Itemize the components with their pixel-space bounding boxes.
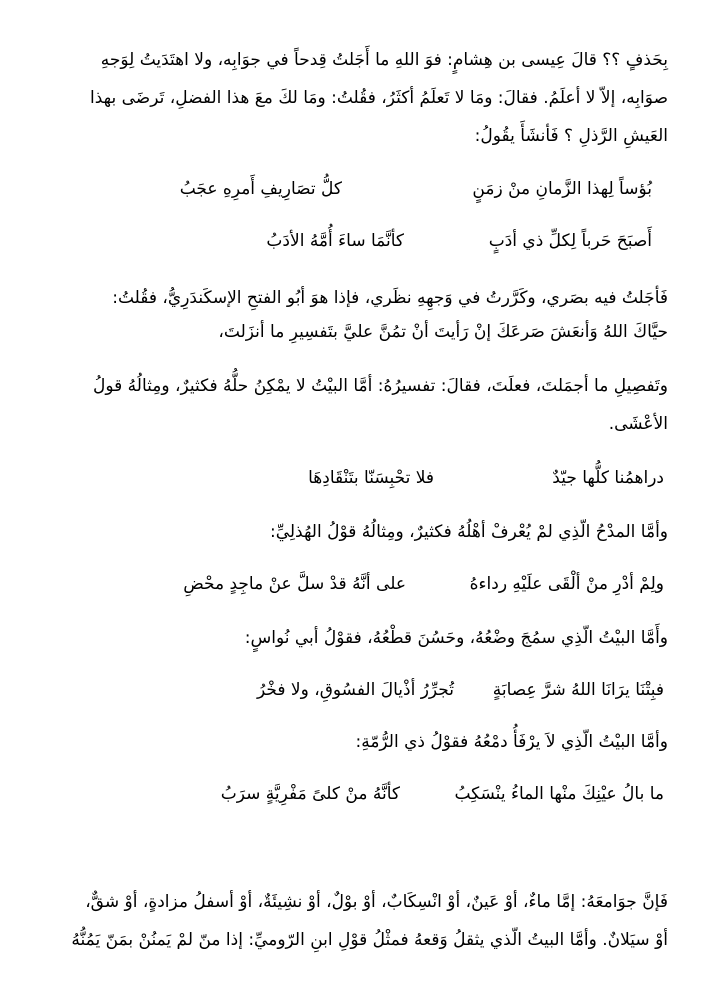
paragraph-7-line-2: أوْ سيَلانٌ. وأمَّا البيتُ الّذي يثقلُ وَقعهُ فمثْلُ قوْلِ ابنِ الرّوميِّ: إذا منّ لمْ يَمنُنْ بمَنّ يَمُنُّهُ bbox=[71, 930, 668, 950]
verse-3-hemistich-1: دراهمُنا كلُّها جيّدٌ bbox=[552, 468, 664, 488]
paragraph-2-line-2: حيَّاكَ اللهُ وَأنعَشَ صَرعَكَ إنْ رَأيتَ أنْ تمُنَّ عليَّ بتَفسِيرِ ما أنزَلتَ، bbox=[218, 322, 668, 342]
paragraph-1-line-1: بِحَذفٍ ؟؟ قالَ عِيسى بن هِشامٍ: فوَ اللهِ ما أَجَلتُ قِدحاً في جوَابِه، ولا اهتَدَيتُ لِوَجهِ bbox=[100, 50, 668, 70]
verse-6-hemistich-2: كأنَّهُ منْ كلىً مَفْرِيَّةٍ سرَبُ bbox=[220, 784, 400, 804]
verse-6 bbox=[60, 780, 668, 808]
verse-2-hemistich-2: كأنَّمَا ساءَ أُمَّهُ الأدَبُ bbox=[266, 231, 404, 251]
verse-3-hemistich-2: فلا تحْبِسَنّا بتَنْقَادِهَا bbox=[308, 468, 434, 488]
verse-4-hemistich-1: ولِمْ أدْرِ منْ ألْقَى علَيْهِ رداءهُ bbox=[469, 574, 664, 594]
verse-2-hemistich-1: أَصبَحَ حَرباً لِكلِّ ذي أدَبٍ bbox=[488, 231, 652, 251]
verse-4-hemistich-2: على أنَّهُ قدْ سلَّ عنْ ماجِدٍ محْضِ bbox=[183, 574, 406, 594]
verse-2 bbox=[60, 227, 668, 255]
paragraph-7-line-1: فَإنَّ جوَامعَهُ: إمَّا ماءٌ، أوْ عَينٌ، أوْ انْسِكَابٌ، أوْ بوْلٌ، أوْ نشِيئَةٌ، أوْ أسفلُ مزادةٍ، أوْ شقٌّ، bbox=[85, 892, 668, 912]
paragraph-3-line-2: الأعْشَى. bbox=[608, 414, 668, 434]
verse-3 bbox=[60, 464, 668, 492]
verse-1-hemistich-1: بُؤساً لِهذا الزَّمانِ منْ زمَنٍ bbox=[472, 179, 652, 199]
paragraph-2-line-1: فَأجَلتُ فيه بصَري، وكَرَّرتُ في وَجهِهِ نظَري، فإذا هوَ أبُو الفتحِ الإسكَندَرِيُّ، فقُلتُ: bbox=[112, 288, 668, 308]
verse-5-hemistich-1: فبِتْنَا يرَانَا اللهُ شرَّ عِصابَةٍ bbox=[492, 680, 664, 700]
paragraph-5: وأَمَّا البيْتُ الّذِي سمُجَ وضْعُهُ، وحَسُنَ قطْعُهُ، فقوْلُ أبي نُواسٍ: bbox=[244, 628, 668, 648]
verse-6-hemistich-1: ما بالُ عيْنِكَ منْها الماءُ ينْسَكِبُ bbox=[454, 784, 664, 804]
verse-5-hemistich-2: تُجرِّرُ أذْيالَ الفسُوقِ، ولا فخْرُ bbox=[257, 680, 454, 700]
paragraph-6: وأمَّا البيْتُ الّذِي لاَ يرْفَأُ دمْعُهُ فقوْلُ ذي الرُّمّةِ: bbox=[355, 732, 668, 752]
verse-4 bbox=[60, 570, 668, 598]
paragraph-1-line-2: صوَابِه، إلاّ لا أعلَمُ. فقالَ: ومَا لا تَعلَمُ أكثَرُ، فقُلتُ: ومَا لكَ معَ هذا الفضلِ، تَرضَى بهذا bbox=[90, 88, 668, 108]
verse-1-hemistich-2: كلُّ تصَارِيفِ أَمرِهِ عجَبُ bbox=[179, 179, 342, 199]
paragraph-4: وأمَّا المدْحُ الّذِي لمْ يُعْرفْ أهْلُهُ فكثيرٌ، ومِثالُهُ قوْلُ الهُذلِيِّ: bbox=[269, 522, 668, 542]
paragraph-3-line-1: وتَفصِيلِ ما أجمَلتَ، فعلَتَ، فقالَ: تفسيرُهُ: أمَّا البيْتُ لا يمْكِنُ حلُّهُ فكثيرٌ، ومِثالُهُ قولُ bbox=[93, 376, 668, 396]
verse-1 bbox=[60, 175, 668, 203]
paragraph-1-line-3: العَيشِ الرَّذلِ ؟ فَأنشَأَ يقُولُ: bbox=[474, 126, 668, 146]
verse-5 bbox=[60, 676, 668, 704]
